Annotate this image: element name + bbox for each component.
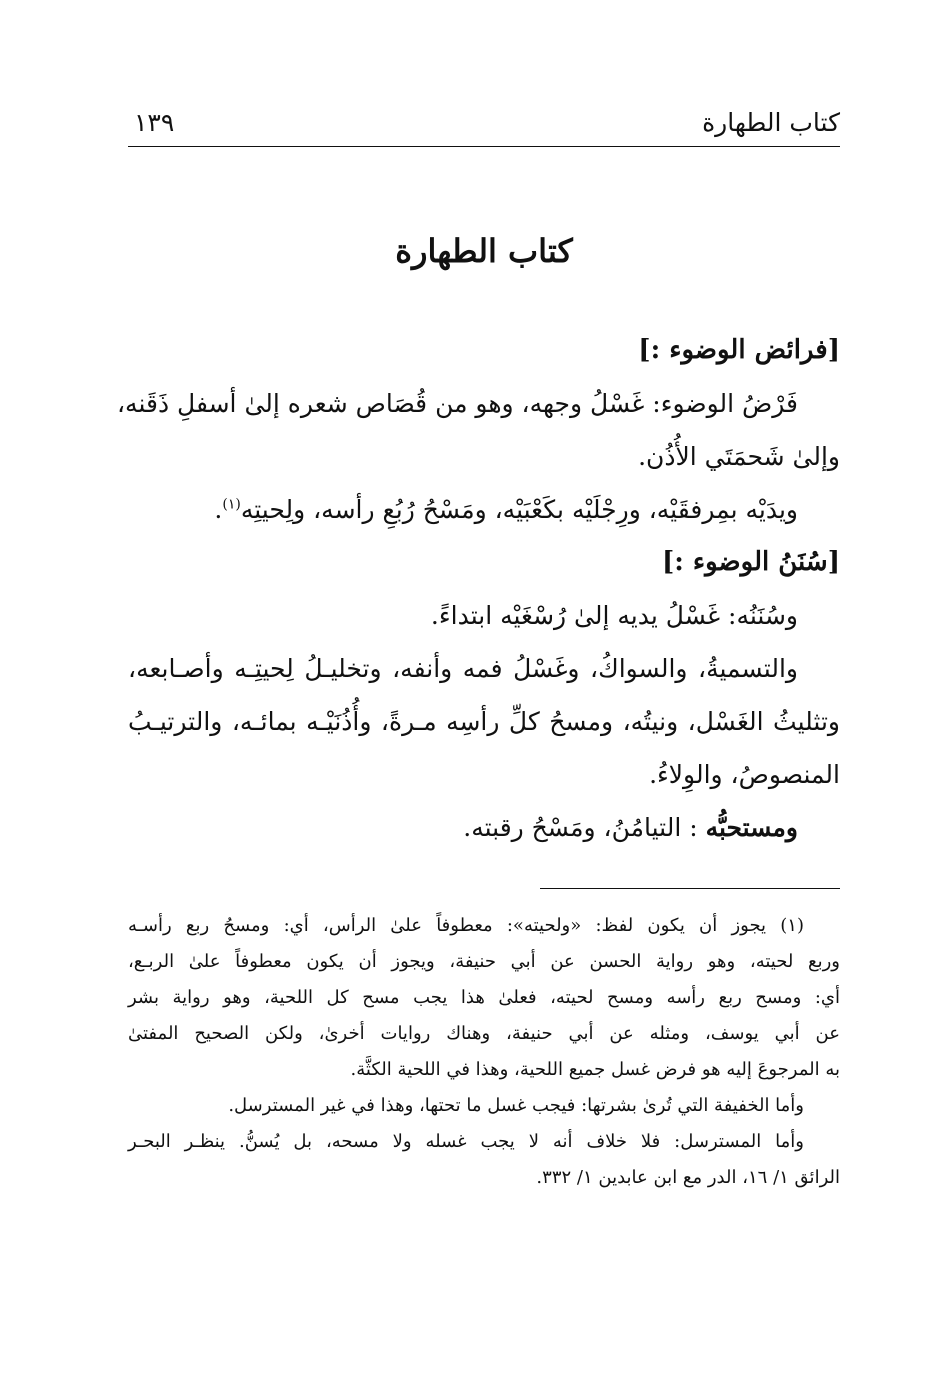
section-heading-sunan: [سُنَنُ الوضوء :] [661,547,840,577]
footnote-line: وأما المسترسل: فلا خلاف أنه لا يجب غسله ولا مسحه، بل يُسنُّ. ينظـر البحـر [128,1131,804,1152]
footnote-line: الرائق ١/ ١٦، الدر مع ابن عابدين ١/ ٣٣٢. [536,1167,840,1188]
footnote-line: (١) يجوز أن يكون لفظ: «ولحيته»: معطوفاً علىٰ الرأس، أي: ومسحُ ربع رأسـه [128,915,804,936]
chapter-title: كتاب الطهارة [395,232,573,270]
footnote-line: أي: ومسح ربع رأسه ومسح لحيته، فعلىٰ هذا يجب مسح كل اللحية، وهو رواية بشر [128,987,840,1008]
footnote-line: عن أبي يوسف، ومثله عن أبي حنيفة، وهناك روايات أخرىٰ، ولكن الصحيح المفتىٰ [128,1023,840,1044]
page-number: ١٣٩ [134,108,175,137]
page-header [128,106,840,147]
text-line: المنصوصُ، والوِلاءُ. [649,760,840,789]
text-line [128,483,840,536]
footnotes [128,908,840,1196]
text-line: وتثليثُ الغَسْل، ونيتُه، ومسحُ كلِّ رأسِه مـرةً، وأُذُنَيْـه بمائـه، والترتيـبُ [128,707,840,736]
running-title: كتاب الطهارة [702,108,840,137]
text-span: : التيامُنُ، ومَسْحُ رقبته. [463,813,698,842]
footnote-reference[interactable]: (١) [222,496,241,513]
text-line: والتسميةُ، والسواكُ، وغَسْلُ فمه وأنفه، وتخليـلُ لِحيتِـه وأصـابعه، [128,654,798,683]
text-line: وإلىٰ شَحمَتَي الأُذُن. [638,442,840,471]
text-line: فَرْضُ الوضوء: غَسْلُ وجهه، وهو من قُصَاص شعره إلىٰ أسفلِ ذَقَنه، [116,389,798,418]
footnote-line: وربع لحيته، وهو رواية الحسن عن أبي حنيفة، ويجوز أن يكون معطوفاً علىٰ الربـع، [128,951,840,972]
text-span: . [214,495,223,524]
text-span: ويدَيْه بمِرفقَيْه، ورِجْلَيْه بكَعْبَيْه، ومَسْحُ رُبُعِ رأسه، ولِحيتِه [240,495,798,524]
main-text [116,324,840,854]
text-line: وسُنَنُه: غَسْلُ يديه إلىٰ رُسْغَيْه ابتداءً. [430,601,798,630]
footnote-divider [540,888,840,889]
footnote-line: وأما الخفيفة التي تُرىٰ بشرتها: فيجب غسل ما تحتها، وهذا في غير المسترسل. [228,1095,804,1116]
section-heading-faraid: [فرائض الوضوء :] [638,335,840,365]
text-line [128,801,840,854]
mustahab-label: ومستحبُّه [705,813,798,842]
footnote-line: به المرجوعَ إليه هو فرض غسل جميع اللحية، وهذا في اللحية الكثَّة. [350,1059,840,1080]
